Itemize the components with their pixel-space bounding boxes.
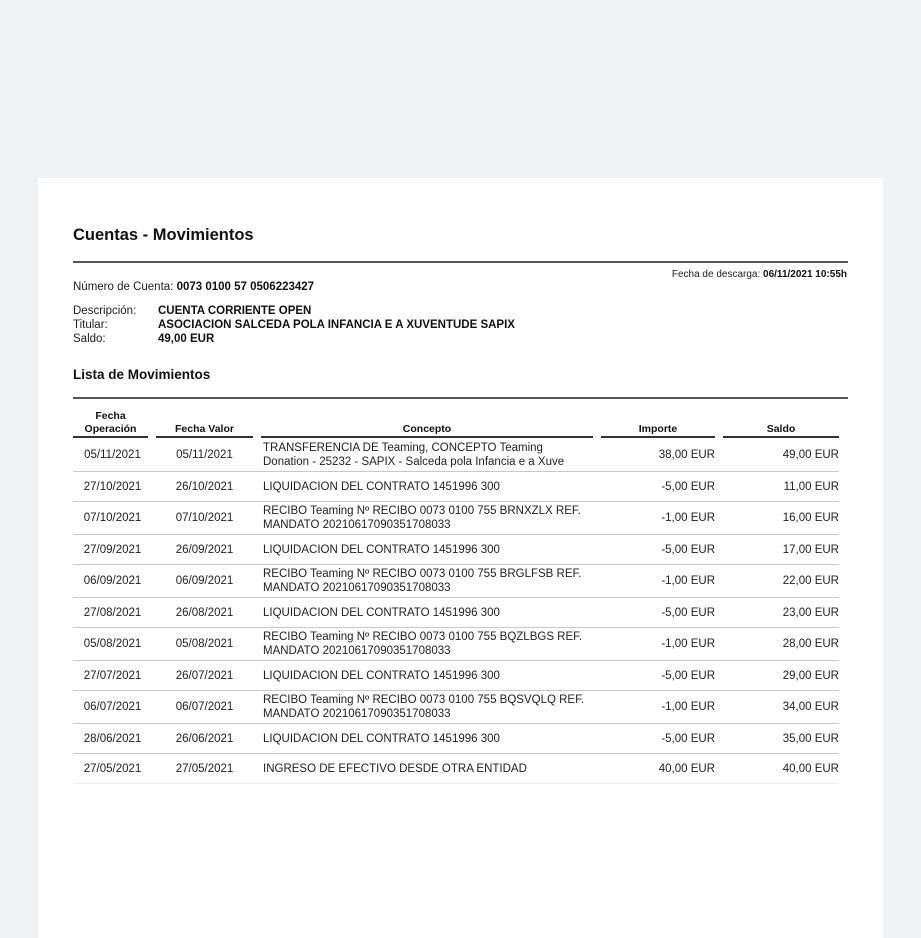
detail-value: CUENTA CORRIENTE OPEN: [158, 305, 312, 317]
cell-importe: -1,00 EUR: [597, 691, 719, 724]
table-row: [73, 472, 839, 502]
cell-concepto: [257, 535, 597, 565]
header-saldo: [719, 410, 839, 439]
cell-fecha-operacion: 27/09/2021: [73, 535, 152, 565]
account-details: [73, 304, 515, 346]
table-row: [73, 724, 839, 754]
detail-label: Descripción:: [73, 305, 137, 317]
detail-row-balance: [73, 332, 515, 346]
cell-importe: -5,00 EUR: [597, 535, 719, 565]
cell-importe: -1,00 EUR: [597, 502, 719, 535]
cell-fecha-valor: 06/09/2021: [152, 565, 257, 598]
cell-concepto: [257, 724, 597, 754]
table-row: [73, 754, 839, 784]
cell-fecha-operacion: 27/07/2021: [73, 661, 152, 691]
concepto-line: INGRESO DE EFECTIVO DESDE OTRA ENTIDAD: [263, 762, 527, 775]
section-title: Lista de Movimientos: [73, 367, 211, 382]
concepto-line: LIQUIDACION DEL CONTRATO 1451996 300: [263, 480, 500, 493]
concepto-line: Donation - 25232 - SAPIX - Salceda pola Infancia e a Xuve: [263, 456, 565, 468]
concepto-line: LIQUIDACION DEL CONTRATO 1451996 300: [263, 669, 500, 682]
cell-fecha-operacion: 28/06/2021: [73, 724, 152, 754]
download-date-label: Fecha de descarga:: [671, 269, 761, 280]
detail-value: ASOCIACION SALCEDA POLA INFANCIA E A XUVENTUDE SAPIX: [158, 319, 515, 331]
cell-fecha-valor: 27/05/2021: [152, 754, 257, 784]
concepto-line: RECIBO Teaming Nº RECIBO 0073 0100 755 BRNXZLX REF.: [263, 505, 581, 517]
cell-concepto: [257, 628, 597, 661]
cell-fecha-valor: 26/07/2021: [152, 661, 257, 691]
cell-fecha-valor: 26/08/2021: [152, 598, 257, 628]
table-row: [73, 565, 839, 598]
detail-label: Saldo:: [73, 333, 106, 345]
cell-saldo: 16,00 EUR: [719, 502, 839, 535]
concepto-line: LIQUIDACION DEL CONTRATO 1451996 300: [263, 543, 500, 556]
cell-importe: -5,00 EUR: [597, 724, 719, 754]
concepto-line: RECIBO Teaming Nº RECIBO 0073 0100 755 BQZLBGS REF.: [263, 631, 583, 643]
cell-fecha-valor: 26/10/2021: [152, 472, 257, 502]
header-fecha-valor: [152, 410, 257, 439]
cell-fecha-valor: 26/09/2021: [152, 535, 257, 565]
table-row: [73, 502, 839, 535]
cell-fecha-operacion: 06/07/2021: [73, 691, 152, 724]
header-text: Fecha Valor: [156, 423, 253, 439]
cell-fecha-operacion: 05/08/2021: [73, 628, 152, 661]
header-text: Operación: [84, 422, 137, 435]
cell-concepto: [257, 472, 597, 502]
cell-fecha-operacion: 27/10/2021: [73, 472, 152, 502]
cell-fecha-operacion: 27/05/2021: [73, 754, 152, 784]
cell-fecha-operacion: 27/08/2021: [73, 598, 152, 628]
cell-fecha-operacion: 06/09/2021: [73, 565, 152, 598]
cell-fecha-valor: 05/08/2021: [152, 628, 257, 661]
download-date-value: 06/11/2021 10:55h: [763, 269, 847, 280]
cell-concepto: [257, 565, 597, 598]
cell-saldo: 11,00 EUR: [719, 472, 839, 502]
download-date: [672, 269, 847, 280]
title-divider: [73, 261, 848, 263]
detail-value: 49,00 EUR: [158, 333, 215, 345]
cell-fecha-operacion: 05/11/2021: [73, 439, 152, 472]
account-number: [73, 281, 314, 293]
table-row: [73, 628, 839, 661]
cell-saldo: 35,00 EUR: [719, 724, 839, 754]
concepto-line: MANDATO 20210617090351708033: [263, 519, 451, 531]
cell-saldo: 28,00 EUR: [719, 628, 839, 661]
cell-importe: -1,00 EUR: [597, 565, 719, 598]
table-row: [73, 661, 839, 691]
cell-importe: -1,00 EUR: [597, 628, 719, 661]
cell-fecha-valor: 07/10/2021: [152, 502, 257, 535]
cell-saldo: 40,00 EUR: [719, 754, 839, 784]
cell-concepto: [257, 691, 597, 724]
cell-saldo: 34,00 EUR: [719, 691, 839, 724]
cell-saldo: 22,00 EUR: [719, 565, 839, 598]
document-page: [38, 178, 883, 938]
header-importe: [597, 410, 719, 439]
table-header-row: [73, 410, 839, 439]
cell-saldo: 23,00 EUR: [719, 598, 839, 628]
cell-fecha-valor: 06/07/2021: [152, 691, 257, 724]
page-title: Cuentas - Movimientos: [73, 226, 254, 244]
cell-fecha-operacion: 07/10/2021: [73, 502, 152, 535]
cell-saldo: 29,00 EUR: [719, 661, 839, 691]
table-row: [73, 691, 839, 724]
concepto-line: MANDATO 20210617090351708033: [263, 645, 451, 657]
concepto-line: MANDATO 20210617090351708033: [263, 582, 451, 594]
cell-saldo: 49,00 EUR: [719, 439, 839, 472]
concepto-line: LIQUIDACION DEL CONTRATO 1451996 300: [263, 732, 500, 745]
cell-concepto: [257, 502, 597, 535]
concepto-line: RECIBO Teaming Nº RECIBO 0073 0100 755 BRGLFSB REF.: [263, 568, 582, 580]
cell-importe: -5,00 EUR: [597, 598, 719, 628]
cell-importe: -5,00 EUR: [597, 472, 719, 502]
header-text: Concepto: [261, 423, 593, 439]
cell-fecha-valor: 05/11/2021: [152, 439, 257, 472]
cell-concepto: [257, 439, 597, 472]
header-text: Saldo: [723, 423, 839, 439]
table-row: [73, 535, 839, 565]
concepto-line: TRANSFERENCIA DE Teaming, CONCEPTO Teaming: [263, 442, 543, 454]
detail-row-holder: [73, 318, 515, 332]
account-number-value: 0073 0100 57 0506223427: [176, 281, 315, 293]
table-row: [73, 439, 839, 472]
account-number-label: Número de Cuenta:: [73, 281, 174, 293]
concepto-line: RECIBO Teaming Nº RECIBO 0073 0100 755 BQSVQLQ REF.: [263, 694, 585, 706]
header-text: Fecha: [95, 410, 126, 422]
concepto-line: MANDATO 20210617090351708033: [263, 708, 451, 720]
movements-table: [73, 410, 839, 784]
cell-fecha-valor: 26/06/2021: [152, 724, 257, 754]
cell-importe: 38,00 EUR: [597, 439, 719, 472]
header-fecha-operacion: [73, 410, 152, 439]
cell-saldo: 17,00 EUR: [719, 535, 839, 565]
detail-row-description: [73, 304, 515, 318]
header-text: Importe: [601, 423, 715, 439]
cell-concepto: [257, 661, 597, 691]
cell-importe: 40,00 EUR: [597, 754, 719, 784]
table-row: [73, 598, 839, 628]
cell-concepto: [257, 598, 597, 628]
detail-label: Titular:: [73, 319, 108, 331]
section-divider: [73, 397, 848, 399]
concepto-line: LIQUIDACION DEL CONTRATO 1451996 300: [263, 606, 500, 619]
cell-concepto: [257, 754, 597, 784]
cell-importe: -5,00 EUR: [597, 661, 719, 691]
header-concepto: [257, 410, 597, 439]
